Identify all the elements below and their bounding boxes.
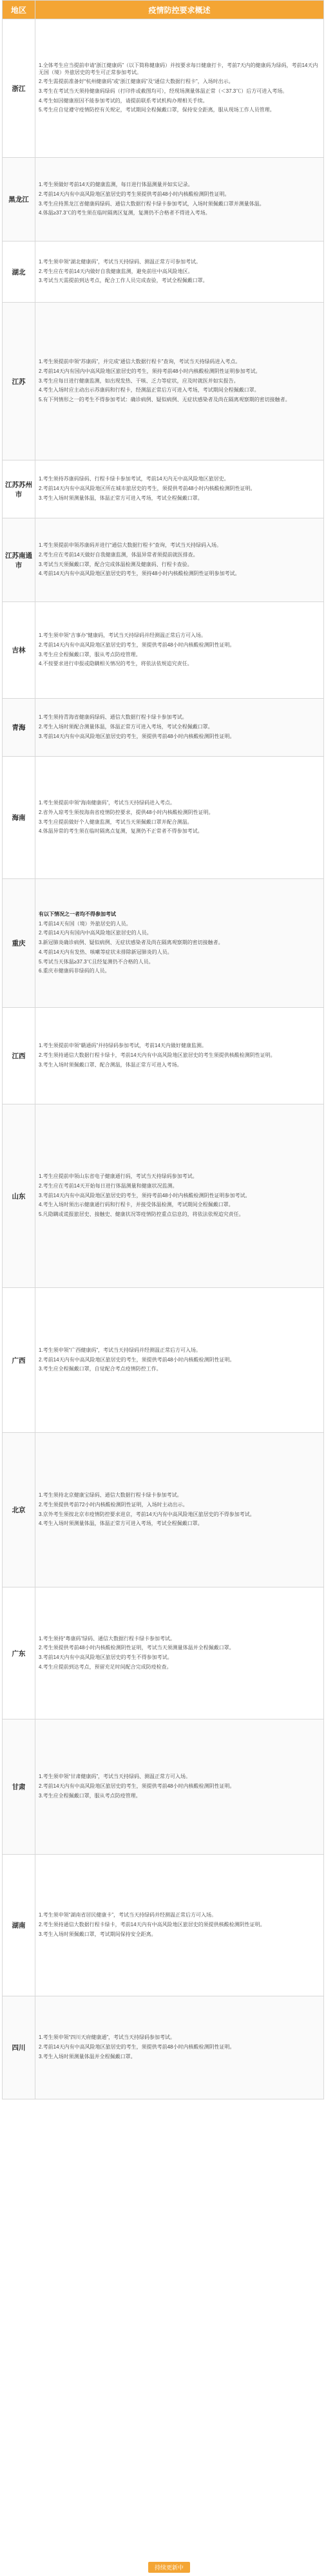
policy-paragraph: 1.考生须申领“湖北健康码”，考试当天持绿码、测温正常方可参加考试。 xyxy=(39,258,201,265)
table-row xyxy=(3,699,324,757)
region-cell: 浙江 xyxy=(3,19,35,158)
table-row xyxy=(3,1587,324,1719)
policy-table xyxy=(2,0,324,2099)
policy-paragraph: 4.考生入场时须测量体温，体温正常方可进入考场，考试全程佩戴口罩。 xyxy=(39,1520,203,1527)
policy-paragraph: 4.考生入场时应主动出示苏康码和行程卡，经测温正常后方可进入考场，考试期间全程佩戴口罩。 xyxy=(39,387,260,393)
policy-content-cell xyxy=(35,879,324,1008)
region-cell: 江苏南通市 xyxy=(3,518,35,602)
policy-paragraph: 3.考试当天须佩戴口罩，配合完成体温检测及健康码、行程卡查验。 xyxy=(39,561,193,567)
policy-paragraph: 1.考生须持青海省健康码绿码、通信大数据行程卡绿卡参加考试。 xyxy=(39,714,187,721)
region-cell: 四川 xyxy=(3,1996,35,2099)
policy-paragraph: 3.考生应全程佩戴口罩，服从考点防疫管理。 xyxy=(39,1792,141,1799)
policy-paragraph: 4.体温异常的考生须在临时隔离点复测，复测仍不正常者不得参加考试。 xyxy=(39,828,203,835)
policy-paragraph: 1.考生须做好考前14天的健康监测，每日进行体温测量并如实记录。 xyxy=(39,182,193,188)
policy-paragraph: 2.考生应在考前14天开始每日进行体温测量和健康状况监测。 xyxy=(39,1182,178,1189)
table-row xyxy=(3,1008,324,1104)
column-header-content: 疫情防控要求概述 xyxy=(35,1,324,19)
region-cell: 甘肃 xyxy=(3,1719,35,1855)
policy-content-cell xyxy=(35,1433,324,1587)
policy-content-cell xyxy=(35,19,324,158)
policy-paragraph: 3.考生应持黑龙江省健康码绿码、通信大数据行程卡绿卡参加考试，入场时须佩戴口罩并测量体温。 xyxy=(39,200,265,207)
policy-content-cell xyxy=(35,1104,324,1288)
policy-paragraph: 3.考生入场时须测量体温，体温正常方可进入考场，考试全程佩戴口罩。 xyxy=(39,495,203,501)
policy-paragraph: 2.考生须持通信大数据行程卡绿卡，考前14天内有中高风险地区旅居史的考生须提供核酸检测阴性证明。 xyxy=(39,1052,276,1059)
region-cell: 青海 xyxy=(3,699,35,757)
policy-paragraph: 2.考生需提前准备好“杭州健康码”或“浙江健康码”及“通信大数据行程卡”，入场时出示。 xyxy=(39,79,234,85)
policy-content-cell xyxy=(35,1008,324,1104)
table-row xyxy=(3,242,324,303)
region-cell: 黑龙江 xyxy=(3,158,35,242)
region-cell: 北京 xyxy=(3,1433,35,1587)
table-row xyxy=(3,1855,324,1996)
policy-paragraph: 4.考生如因健康原因不能参加考试的，请提前联系考试机构办理相关手续。 xyxy=(39,97,208,104)
table-header-row xyxy=(3,1,324,19)
column-header-region: 地区 xyxy=(3,1,35,19)
table-row xyxy=(3,1288,324,1433)
policy-paragraph: 2.考前14天内有中高风险地区旅居史的考生，须提供考前48小时内核酸检测阴性证明。 xyxy=(39,1783,235,1790)
policy-paragraph: 1.考生须提前申领苏康码并进行“通信大数据行程卡”查询，考试当天持绿码入场。 xyxy=(39,542,222,549)
policy-paragraph: 3.新冠肺炎确诊病例、疑似病例、无症状感染者及尚在隔离观察期的密切接触者。 xyxy=(39,940,224,946)
policy-paragraph: 4.考前14天内有中高风险地区旅居史的考生，须持48小时内核酸检测阴性证明参加考试。 xyxy=(39,571,240,577)
policy-paragraph: 1.考生须持苏康码绿码、行程卡绿卡参加考试，考前14天内无中高风险地区旅居史。 xyxy=(39,476,229,482)
policy-paragraph: 4.不按要求进行申报或隐瞒相关情况的考生，将依法依规追究责任。 xyxy=(39,661,193,667)
policy-paragraph: 3.考生应每日进行健康监测，如出现发热、干咳、乏力等症状，应及时就医并如实报告。 xyxy=(39,377,239,384)
policy-paragraph: 4.考生入场时须出示健康通行码和行程卡，并接受体温检测，考试期间全程佩戴口罩。 xyxy=(39,1202,234,1208)
policy-paragraph: 3.考生应全程佩戴口罩，服从考点防疫管理。 xyxy=(39,651,141,658)
policy-paragraph: 1.考生须提前申领“苏康码”，并完成“通信大数据行程卡”查询，考试当天持绿码进入考点。 xyxy=(39,359,241,365)
policy-paragraph: 5.考生应自觉遵守疫情防控有关规定，考试期间全程佩戴口罩，保持安全距离，服从现场工作人员管理。 xyxy=(39,107,275,113)
policy-paragraph: 3.京外考生须按北京市疫情防控要求进京，考前14天内有中高风险地区旅居史的不得参加考试。 xyxy=(39,1511,255,1517)
table-row xyxy=(3,158,324,242)
policy-table-container xyxy=(2,0,324,2099)
table-row xyxy=(3,1719,324,1855)
table-row xyxy=(3,1104,324,1288)
policy-paragraph: 3.考生入场时须佩戴口罩、配合测温，体温正常方可进入考场。 xyxy=(39,1061,182,1068)
policy-paragraph: 2.考前14天内有国内中高风险地区旅居史的人员。 xyxy=(39,930,152,936)
region-cell: 山东 xyxy=(3,1104,35,1288)
policy-paragraph: 5.考试当天体温≥37.3℃且经复测仍不合格的人员。 xyxy=(39,958,154,965)
policy-paragraph: 3.考前14天内有中高风险地区旅居史的考生，须提供考前48小时内核酸检测阴性证明。 xyxy=(39,733,235,739)
table-row xyxy=(3,1433,324,1587)
policy-content-cell xyxy=(35,242,324,303)
policy-paragraph: 1.全体考生应当提前申请“浙江健康码”（以下简称健康码）并按要求每日健康打卡，考前7天内的健康码为绿码，考前14天内无国（境）外旅居史的考生可正常参加考试。 xyxy=(39,62,318,75)
policy-paragraph: 2.考生须提供考前72小时内核酸检测阴性证明，入场时主动出示。 xyxy=(39,1501,188,1508)
policy-content-cell xyxy=(35,1288,324,1433)
table-row xyxy=(3,19,324,158)
policy-paragraph: 1.考前14天有国（境）外旅居史的人员。 xyxy=(39,920,131,927)
policy-paragraph: 2.考生须持通信大数据行程卡绿卡，考前14天内有中高风险地区旅居史的须提供核酸检测阴性证明。 xyxy=(39,1922,265,1928)
policy-content-cell xyxy=(35,1855,324,1996)
policy-paragraph: 1.考生须提前申领“赣通码”并持绿码参加考试，考前14天内做好健康监测。 xyxy=(39,1043,207,1049)
policy-paragraph: 2.考前14天内有中高风险地区旅居史的考生须提供考前48小时内核酸检测阴性证明。 xyxy=(39,191,230,197)
policy-paragraph: 1.考生须申领“湖南省居民健康卡”，考试当天持绿码并经测温正常后方可入场。 xyxy=(39,1912,216,1918)
policy-paragraph: 4.考前14天内有发热、咳嗽等症状未排除新冠肺炎的人员。 xyxy=(39,949,173,955)
region-cell: 海南 xyxy=(3,757,35,879)
policy-paragraph: 2.考生须提供考前48小时内核酸检测阴性证明，考试当天须测量体温并全程佩戴口罩。 xyxy=(39,1645,235,1651)
policy-content-cell xyxy=(35,1996,324,2099)
policy-content-cell xyxy=(35,757,324,879)
policy-paragraph: 2.考前14天内有国内中高风险地区旅居史的考生，须持考前48小时内核酸检测阴性证明参加考试。 xyxy=(39,368,261,374)
region-cell: 江西 xyxy=(3,1008,35,1104)
policy-paragraph: 1.考生须申领“吉事办”健康码，考试当天持绿码并经测温正常后方可入场。 xyxy=(39,632,206,639)
policy-paragraph: 1.考生须申领“广西健康码”，考试当天持绿码并经测温正常后方可入场。 xyxy=(39,1347,201,1353)
region-cell: 广东 xyxy=(3,1587,35,1719)
policy-paragraph: 2.考生入场时须配合测量体温，体温正常方可进入考场，考试全程佩戴口罩。 xyxy=(39,724,213,730)
policy-content-cell xyxy=(35,602,324,699)
region-cell: 湖南 xyxy=(3,1855,35,1996)
policy-paragraph: 1.考生须提前申领“海南健康码”，考试当天持绿码进入考点。 xyxy=(39,800,175,806)
policy-paragraph: 1.考生须持北京健康宝绿码、通信大数据行程卡绿卡参加考试。 xyxy=(39,1492,182,1499)
table-row xyxy=(3,1996,324,2099)
table-row xyxy=(3,518,324,602)
policy-paragraph: 5.凡隐瞒或谎报旅居史、接触史、健康状况等疫情防控重点信息的，将依法依规追究责任。 xyxy=(39,1211,244,1218)
policy-paragraph: 3.考生应全程佩戴口罩，自觉配合考点疫情防控工作。 xyxy=(39,1366,162,1372)
policy-paragraph: 2.考生应在考前14天内做好自我健康监测，避免前往中高风险地区。 xyxy=(39,268,193,274)
policy-paragraph: 2.考前14天内有中高风险地区旅居史的考生，须提供考前48小时内核酸检测阴性证明。 xyxy=(39,641,235,648)
policy-paragraph: 4.考生应提前到达考点，预留充足时间配合完成防疫检查。 xyxy=(39,1663,172,1670)
policy-paragraph: 1.考生须持“粤康码”绿码、通信大数据行程卡绿卡参加考试。 xyxy=(39,1635,175,1642)
region-cell: 江苏苏州市 xyxy=(3,460,35,518)
policy-content-cell xyxy=(35,460,324,518)
policy-content-cell xyxy=(35,1587,324,1719)
policy-paragraph: 3.考生应提前做好个人健康监测，考试当天须佩戴口罩并配合测温。 xyxy=(39,819,193,825)
policy-paragraph: 1.考生须申领“甘肃健康码”，考试当天持绿码、测温正常方可入场。 xyxy=(39,1774,191,1780)
policy-paragraph: 2.考前14天内有中高风险地区所在城市旅居史的考生，须提供考前48小时内核酸检测阴性证明。 xyxy=(39,486,256,492)
policy-paragraph: 3.考试当天需提前到达考点，配合工作人员完成查验，考试全程佩戴口罩。 xyxy=(39,278,208,284)
policy-content-cell xyxy=(35,1719,324,1855)
update-badge: 持续更新中 xyxy=(148,2562,190,2573)
policy-paragraph: 1.考生应提前申领山东省电子健康通行码，考试当天持绿码参加考试。 xyxy=(39,1173,198,1180)
table-body xyxy=(3,19,324,2099)
policy-paragraph: 3.考前14天内有中高风险地区旅居史的考生不得参加考试。 xyxy=(39,1654,173,1660)
policy-content-cell xyxy=(35,518,324,602)
policy-content-cell xyxy=(35,158,324,242)
table-row xyxy=(3,879,324,1008)
policy-paragraph: 5.有下列情形之一的考生不得参加考试：确诊病例、疑似病例、无症状感染者及尚在隔离观察期的密切接触者。 xyxy=(39,397,291,403)
region-cell: 湖北 xyxy=(3,242,35,303)
policy-content-cell xyxy=(35,699,324,757)
table-row xyxy=(3,303,324,460)
region-cell: 江苏 xyxy=(3,303,35,460)
region-cell: 广西 xyxy=(3,1288,35,1433)
policy-paragraph: 3.考前14天内有中高风险地区旅居史的考生，须持考前48小时内核酸检测阴性证明参加考试。 xyxy=(39,1192,251,1198)
policy-paragraph: 有以下情况之一者均不得参加考试 xyxy=(39,911,116,917)
region-cell: 重庆 xyxy=(3,879,35,1008)
policy-paragraph: 3.考生入场时须佩戴口罩，考试期间保持安全距离。 xyxy=(39,1931,157,1937)
policy-content-cell xyxy=(35,303,324,460)
policy-paragraph: 2.考生应在考前14天做好自我健康监测，体温异常者须提前就医排查。 xyxy=(39,551,198,558)
policy-paragraph: 4.体温≥37.3℃的考生须在临时隔离区复测，复测仍不合格者不得进入考场。 xyxy=(39,210,211,216)
policy-paragraph: 2.考前14天内有中高风险地区旅居史的考生，须提供考前48小时内核酸检测阴性证明。 xyxy=(39,1356,235,1363)
policy-paragraph: 2.省外入琼考生须按海南省疫情防控要求，提供48小时内核酸检测阴性证明。 xyxy=(39,809,214,815)
policy-paragraph: 3.考生在考试当天须持健康码绿码（打印件或截图均可），经现场测量体温正常（＜37.3℃）后方可进入考场。 xyxy=(39,88,288,94)
table-row xyxy=(3,757,324,879)
region-cell: 吉林 xyxy=(3,602,35,699)
policy-paragraph: 3.考生入场时须测量体温并全程佩戴口罩。 xyxy=(39,2053,136,2060)
table-row xyxy=(3,602,324,699)
policy-paragraph: 2.考前14天内有中高风险地区旅居史的考生，须提供考前48小时内核酸检测阴性证明。 xyxy=(39,2044,235,2050)
table-row xyxy=(3,460,324,518)
policy-paragraph: 1.考生须申领“四川天府健康通”，考试当天持绿码参加考试。 xyxy=(39,2034,175,2041)
policy-paragraph: 6.重庆市健康码非绿码的人员。 xyxy=(39,968,110,974)
